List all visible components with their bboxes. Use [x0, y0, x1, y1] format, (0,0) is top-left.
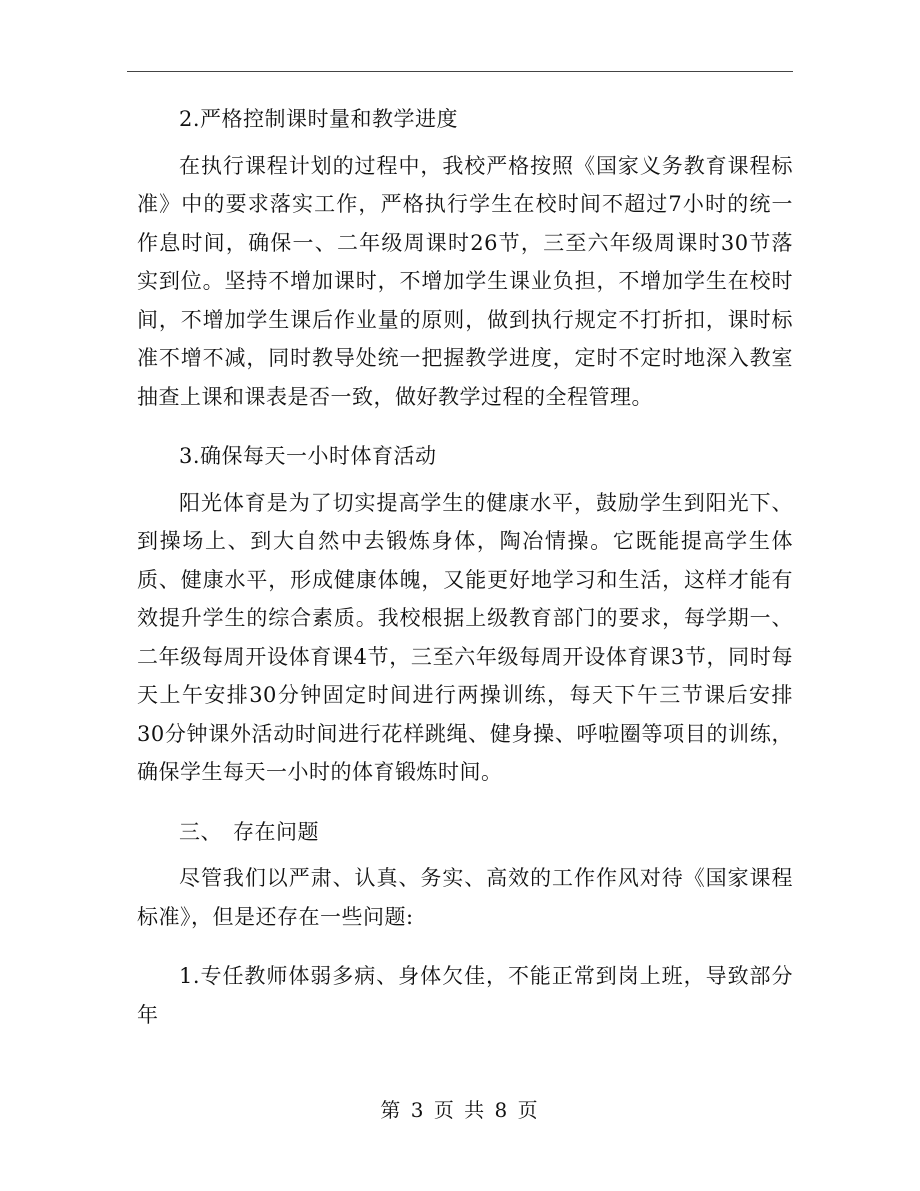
- section-heading-problems: 三、 存在问题: [179, 819, 319, 844]
- paragraph-course-hours: 在执行课程计划的过程中，我校严格按照《国家义务教育课程标准》中的要求落实工作，严格执行学生在校时间不超过7小时的统一作息时间，确保一、二年级周课时26节，三至六年级周课时30节落实到位。坚持不增加课时，不增加学生课业负担，不增加学生在校时间，不增加学生课后作业量的原则，做到执行规定不打折扣，课时标准不增不减，同时教导处统一把握教学进度，定时不定时地深入教室抽查上课和课表是否一致，做好教学过程的全程管理。: [137, 153, 793, 409]
- page-number: 第 3 页 共 8 页: [380, 1098, 540, 1122]
- section-heading-3: 3.确保每天一小时体育活动: [179, 444, 437, 468]
- header-rule: [127, 71, 793, 72]
- paragraph-sunshine-sports: 阳光体育是为了切实提高学生的健康水平，鼓励学生到阳光下、到操场上、到大自然中去锻炼身体，陶冶情操。它既能提高学生体质、健康水平，形成健康体魄，又能更好地学习和生活，这样才能有效提升学生的综合素质。我校根据上级教育部门的要求，每学期一、二年级每周开设体育课4节，三至六年级每周开设体育课3节，同时每天上午安排30分钟固定时间进行两操训练，每天下午三节课后安排30分钟课外活动时间进行花样跳绳、健身操、呼啦圈等项目的训练，确保学生每天一小时的体育锻炼时间。: [137, 490, 793, 784]
- paragraph-problems-intro: 尽管我们以严肃、认真、务实、高效的工作作风对待《国家课程标准》，但是还存在一些问题:: [137, 866, 793, 929]
- section-heading-2: 2.严格控制课时量和教学进度: [179, 107, 459, 131]
- paragraph-problem-1: 1.专任教师体弱多病、身体欠佳，不能正常到岗上班，导致部分年: [137, 964, 793, 1027]
- document-body: [137, 100, 793, 1055]
